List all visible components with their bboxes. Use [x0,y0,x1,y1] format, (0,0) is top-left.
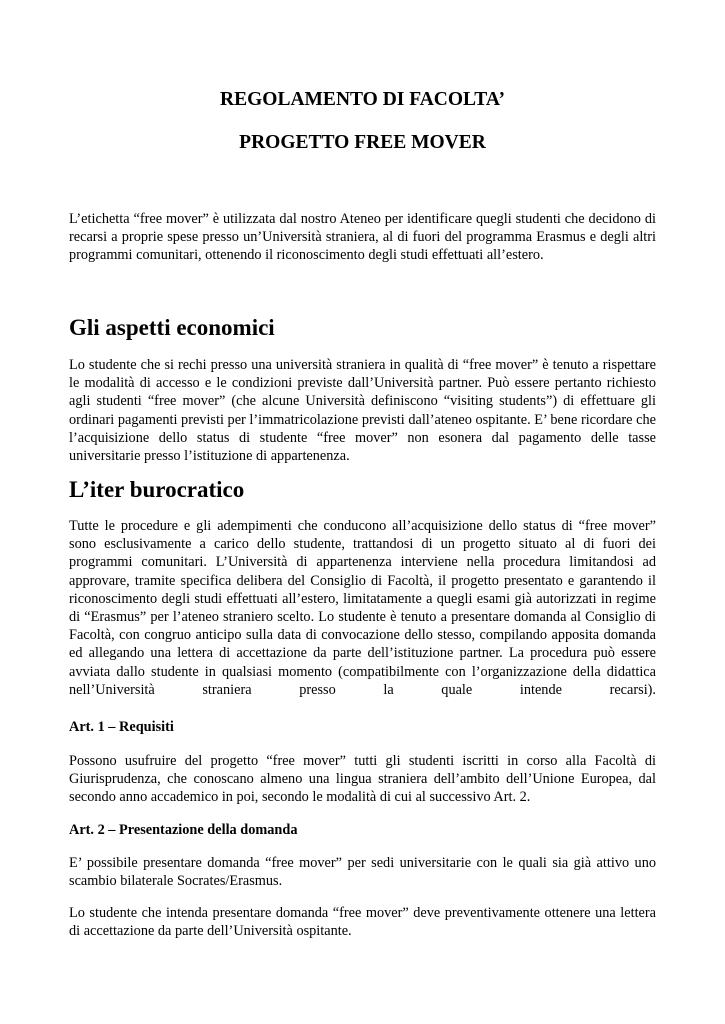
art2-paragraph-1: E’ possibile presentare domanda “free mover” per sedi universitarie con le quali sia già attivo uno scambio bilaterale Socrates/Erasmus. [69,855,656,890]
art1-heading: Art. 1 – Requisiti [69,719,174,735]
bureaucratic-paragraph: Tutte le procedure e gli adempimenti che conducono all’acquisizione dello status di “free mover” sono esclusivamente a carico dello studente, trattandosi di un progetto situato al di fuori dei programmi comunitari. L’Università di appartenenza interviene nella procedura limitandosi ad approvare, tramite specifica delibera del Consiglio di Facoltà, il progetto presentato e garantendo il riconoscimento degli studi effettuati all’estero, limitatamente a quegli esami già autorizzati in regime di “Erasmus” per l’ateneo straniero scelto. Lo studente è tenuto a presentare domanda al Consiglio di Facoltà, con congruo anticipo sulla data di convocazione dello stesso, compilando apposita domanda ed allegando una lettera di accettazione da parte dell’istituzione partner. La procedura può essere avviata dallo studente in qualsiasi momento (compatibilmente con l’organizzazione della didattica nell’Università straniera presso la quale intende recarsi). [69,518,656,698]
art2-paragraph-2: Lo studente che intenda presentare domanda “free mover” deve preventivamente ottenere una lettera di accettazione da parte dell’Università ospitante. [69,905,656,940]
art2-heading: Art. 2 – Presentazione della domanda [69,822,298,838]
intro-paragraph: L’etichetta “free mover” è utilizzata dal nostro Ateneo per identificare quegli studenti che decidono di recarsi a proprie spese presso un’Università straniera, al di fuori del programma Erasmus e degli altri programmi comunitari, ottenendo il riconoscimento degli studi effettuati all’estero. [69,211,656,264]
economic-paragraph: Lo studente che si rechi presso una università straniera in qualità di “free mover” è tenuto a rispettare le modalità di accesso e le condizioni previste dall’Università partner. Può essere pertanto richiesto agli studenti “free mover” (che alcune Università definiscono “visiting students”) di effettuare gli ordinari pagamenti previsti per l’immatricolazione previsti dall’ateneo ospitante. E’ bene ricordare che l’acquisizione dello status di studente “free mover” non esonera dal pagamento delle tasse universitarie presso l’istituzione di appartenenza. [69,357,656,465]
art1-paragraph: Possono usufruire del progetto “free mover” tutti gli studenti iscritti in corso alla Facoltà di Giurisprudenza, che conoscano almeno una lingua straniera dell’ambito dell’Unione Europea, dal secondo anno accademico in poi, secondo le modalità di cui al successivo Art. 2. [69,753,656,806]
document-title: REGOLAMENTO DI FACOLTA’ [220,89,505,110]
section-heading-economic: Gli aspetti economici [69,315,275,340]
section-heading-bureaucratic: L’iter burocratico [69,477,245,502]
document-subtitle: PROGETTO FREE MOVER [239,132,486,153]
